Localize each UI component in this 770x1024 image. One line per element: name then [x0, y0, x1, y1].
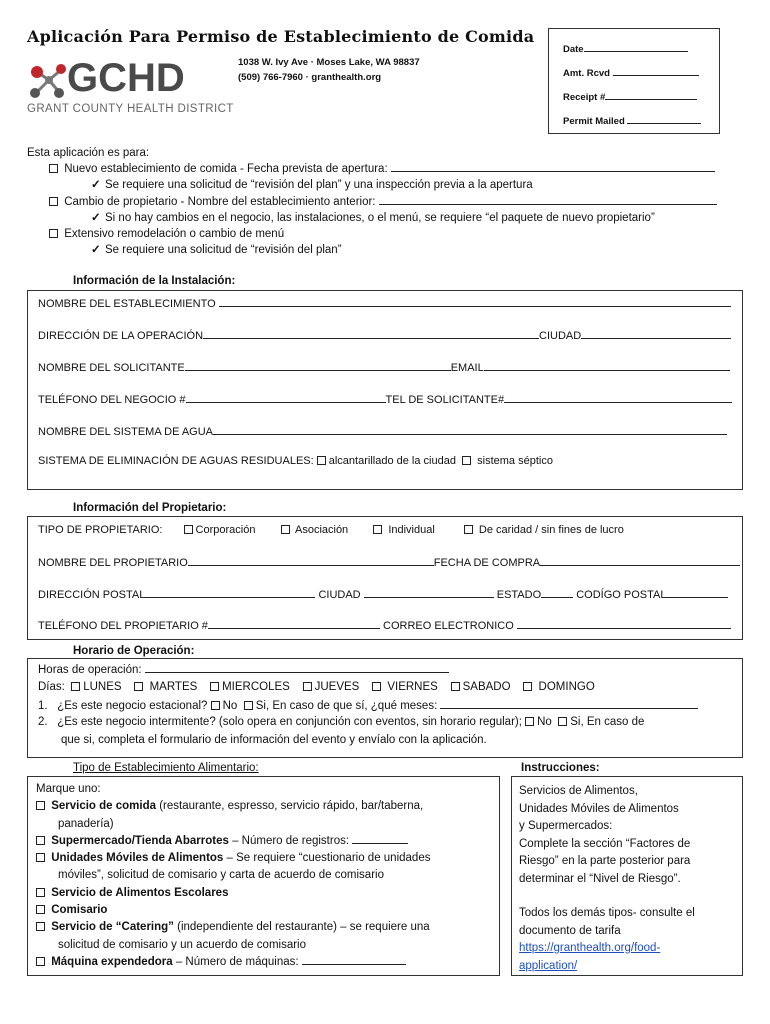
checkbox[interactable]: [49, 197, 58, 206]
instructions-box: [511, 776, 743, 976]
checkbox-corporation[interactable]: [184, 525, 193, 534]
option-remodel[interactable]: Extensivo remodelación o cambio de menú: [27, 226, 717, 242]
type-mobile-unit[interactable]: Unidades Móviles de Alimentos – Se requiere “cuestionario de unidades: [36, 850, 499, 867]
checkmark-icon: ✓: [91, 211, 101, 224]
instructions-title: Instrucciones:: [521, 762, 600, 774]
type-box: [27, 776, 500, 976]
district-address-block: [238, 55, 420, 85]
checkbox[interactable]: [49, 164, 58, 173]
district-address: 1038 W. Ivy Ave · Moses Lake, WA 98837: [238, 57, 420, 68]
seasonal-question: 1. ¿Es este negocio estacional? No Si, En caso de que sí, ¿qué meses:: [38, 699, 698, 712]
gchd-logo: [27, 50, 237, 114]
logo-text: GCHD: [67, 56, 185, 100]
schedule-section-title: Horario de Operación:: [73, 645, 195, 657]
checkbox-intermittent-yes[interactable]: [558, 717, 567, 726]
instr-line-3: y Supermercados:: [519, 820, 613, 832]
checkbox-tuesday[interactable]: [134, 682, 143, 691]
intermittent-note: que si, completa el formulario de información del evento y envíalo con la aplicación.: [61, 734, 487, 746]
office-date[interactable]: Date: [563, 42, 719, 66]
checkbox[interactable]: [36, 888, 45, 897]
checkbox[interactable]: [36, 905, 45, 914]
type-section-title: Tipo de Establecimiento Alimentario:: [73, 762, 259, 774]
checkbox-thursday[interactable]: [303, 682, 312, 691]
office-amount-received[interactable]: Amt. Rcvd: [563, 66, 719, 90]
checkbox[interactable]: [36, 853, 45, 862]
establishment-name-field[interactable]: NOMBRE DEL ESTABLECIMIENTO: [38, 297, 731, 310]
owner-box: [27, 516, 743, 640]
district-contact: (509) 766-7960 · granthealth.org: [238, 72, 382, 83]
checkbox-charity[interactable]: [464, 525, 473, 534]
checkbox-septic[interactable]: [462, 456, 471, 465]
instr-line-6: determinar el “Nivel de Riesgo”.: [519, 872, 681, 885]
purpose-lead: Esta aplicación es para:: [27, 147, 150, 159]
office-receipt[interactable]: Receipt #: [563, 90, 719, 114]
option-remodel-note: ✓ Se requiere una solicitud de “revisión del plan”: [27, 242, 717, 258]
days-field: Días: LUNES MARTES MIERCOLES JUEVES VIERNES SABADO DOMINGO: [38, 681, 595, 693]
checkbox-wednesday[interactable]: [210, 682, 219, 691]
applicant-name-field[interactable]: NOMBRE DEL SOLICITANTE EMAIL: [38, 361, 730, 374]
mailing-address-field[interactable]: DIRECCIÓN POSTAL CIUDAD ESTADO CODÍGO POSTAL: [38, 588, 728, 601]
type-lead: Marque uno:: [36, 783, 101, 795]
instr-line-4: Complete la sección “Factores de: [519, 837, 691, 850]
instr-line-5: Riesgo” en la parte posterior para: [519, 855, 691, 867]
option-owner-change[interactable]: Cambio de propietario - Nombre del establecimiento anterior:: [27, 194, 717, 210]
type-school[interactable]: Servicio de Alimentos Escolares: [36, 885, 499, 902]
option-new-establishment[interactable]: Nuevo establecimiento de comida - Fecha prevista de apertura:: [27, 161, 717, 177]
instr-line-1: Servicios de Alimentos,: [519, 785, 638, 797]
owner-name-field[interactable]: NOMBRE DEL PROPIETARIO FECHA DE COMPRA: [38, 556, 740, 569]
molecule-logo-icon: [27, 50, 237, 114]
instr-line-2: Unidades Móviles de Alimentos: [519, 802, 679, 815]
form-title: Aplicación Para Permiso de Establecimiento de Comida: [27, 27, 535, 46]
water-system-field[interactable]: NOMBRE DEL SISTEMA DE AGUA: [38, 425, 727, 438]
facility-box: [27, 290, 743, 490]
fee-document-link[interactable]: https://granthealth.org/food-: [519, 942, 661, 954]
instr-line-7: Todos los demás tipos- consulte el: [519, 907, 695, 919]
facility-section-title: Información de la Instalación:: [73, 275, 236, 287]
business-phone-field[interactable]: TELÉFONO DEL NEGOCIO # TEL DE SOLICITANTE#: [38, 393, 732, 406]
schedule-box: [27, 658, 743, 758]
checkbox[interactable]: [36, 836, 45, 845]
type-vending[interactable]: Máquina expendedora – Número de máquinas:: [36, 954, 499, 971]
sewage-system-field: SISTEMA DE ELIMINACIÓN DE AGUAS RESIDUALES: alcantarillado de la ciudad sistema séptico: [38, 455, 553, 467]
type-catering[interactable]: Servicio de “Catering” (independiente del restaurante) – se requiere una: [36, 919, 499, 936]
checkbox-seasonal-yes[interactable]: [244, 701, 253, 710]
office-permit-mailed[interactable]: Permit Mailed: [563, 114, 719, 138]
logo-subtitle: GRANT COUNTY HEALTH DISTRICT: [27, 103, 234, 114]
type-food-service-cont: panadería): [58, 817, 114, 830]
type-mobile-unit-cont: móviles”, solicitud de comisario y carta de acuerdo de comisario: [58, 869, 384, 882]
checkbox[interactable]: [49, 229, 58, 238]
checkbox-seasonal-no[interactable]: [211, 701, 220, 710]
operation-address-field[interactable]: DIRECCIÓN DE LA OPERACIÓN CIUDAD: [38, 329, 731, 342]
checkbox-saturday[interactable]: [451, 682, 460, 691]
checkbox-sewer[interactable]: [317, 456, 326, 465]
checkbox-intermittent-no[interactable]: [525, 717, 534, 726]
checkmark-icon: ✓: [91, 179, 101, 192]
checkbox-association[interactable]: [281, 525, 290, 534]
checkbox-monday[interactable]: [71, 682, 80, 691]
type-catering-cont: solicitud de comisario y un acuerdo de comisario: [58, 938, 307, 951]
hours-field[interactable]: Horas de operación:: [38, 663, 449, 676]
checkbox-sunday[interactable]: [523, 682, 532, 691]
checkmark-icon: ✓: [91, 244, 101, 257]
office-use-box: [548, 28, 720, 134]
type-food-service[interactable]: Servicio de comida (restaurante, espresso, servicio rápido, bar/taberna,: [36, 798, 499, 815]
checkbox-individual[interactable]: [373, 525, 382, 534]
application-purpose: [27, 145, 717, 258]
option-owner-note: ✓ Si no hay cambios en el negocio, las instalaciones, o el menú, se requiere “el paquete de nuevo propietario”: [27, 210, 717, 226]
checkbox-friday[interactable]: [372, 682, 381, 691]
fee-document-link-cont[interactable]: application/: [519, 959, 578, 972]
checkbox[interactable]: [36, 957, 45, 966]
checkbox[interactable]: [36, 801, 45, 810]
type-grocery[interactable]: Supermercado/Tienda Abarrotes – Número de registros:: [36, 833, 499, 850]
checkbox[interactable]: [36, 922, 45, 931]
instr-line-8: documento de tarifa: [519, 924, 621, 937]
option-new-note: ✓ Se requiere una solicitud de “revisión del plan” y una inspección previa a la apertura: [27, 177, 717, 193]
intermittent-question: 2. ¿Es este negocio intermitente? (solo opera en conjunción con eventos, sin horario regular); No Si, En caso de: [38, 716, 645, 728]
owner-type-field: TIPO DE PROPIETARIO: Corporación Asociación Individual De caridad / sin fines de lucro: [38, 524, 624, 536]
owner-section-title: Información del Propietario:: [73, 502, 227, 514]
type-commissary[interactable]: Comisario: [36, 902, 499, 919]
owner-phone-field[interactable]: TELÉFONO DEL PROPIETARIO # CORREO ELECTRONICO: [38, 619, 731, 632]
